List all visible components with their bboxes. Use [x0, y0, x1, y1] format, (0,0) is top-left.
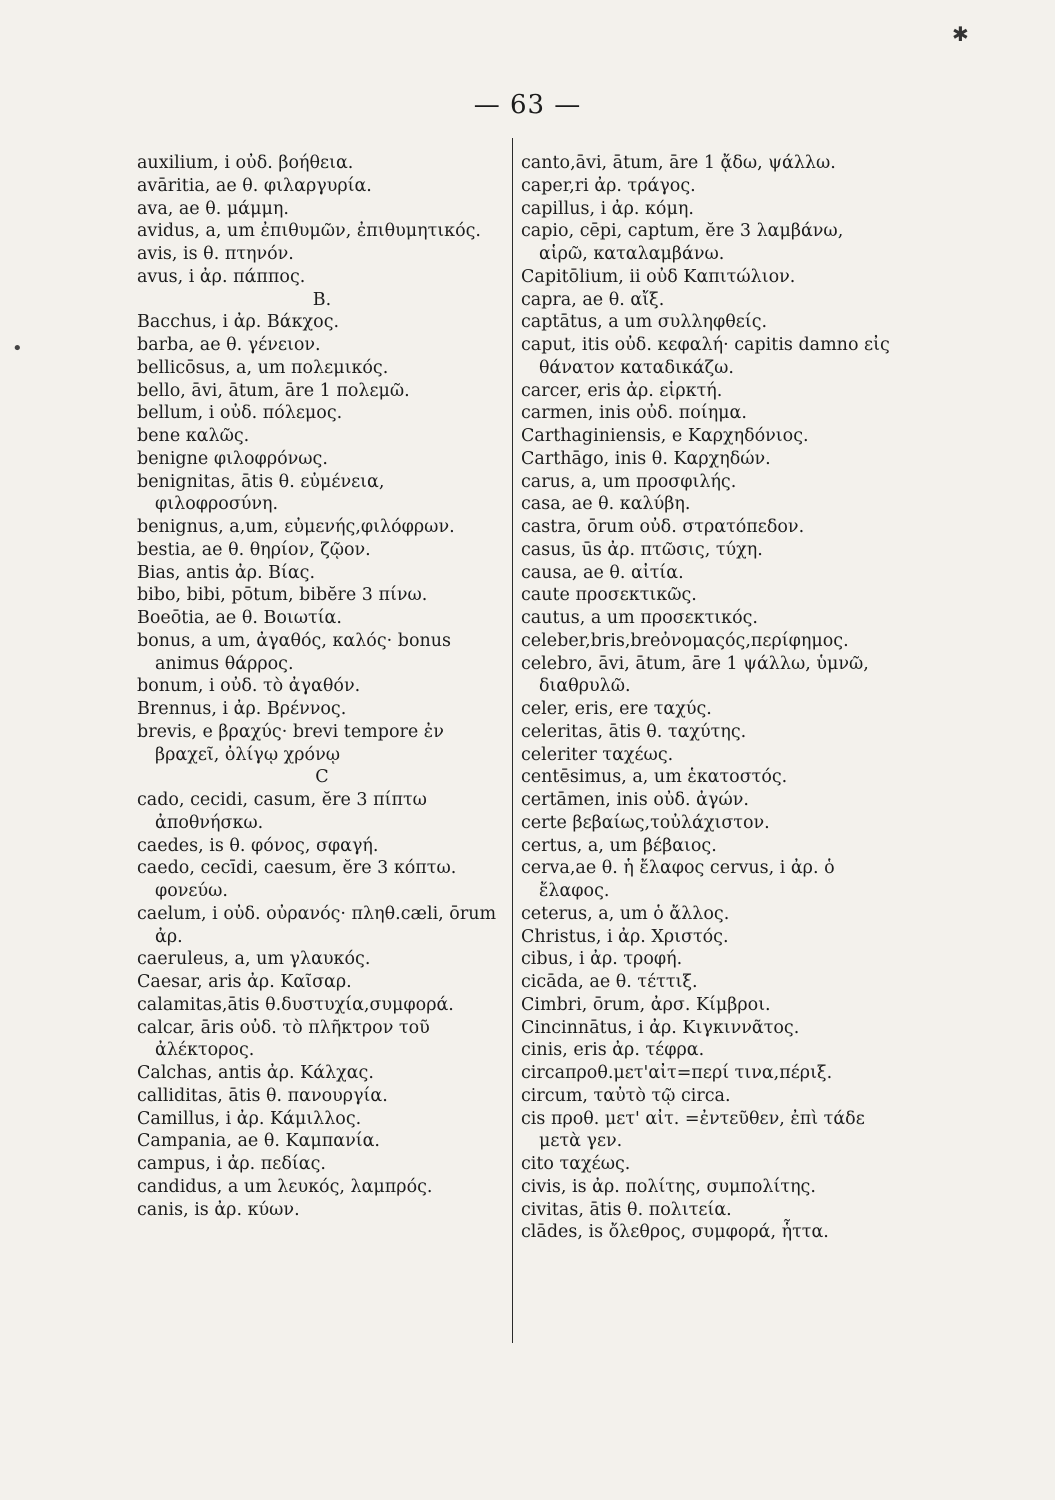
dictionary-entry: bestia, ae θ. θηρίον, ζῷον. [137, 539, 371, 560]
dictionary-entry: avidus, a, um ἐπιθυμῶν, ἐπιθυμητικός. [137, 221, 481, 242]
dictionary-entry: canis, is ἀρ. κύων. [137, 1199, 300, 1220]
dictionary-entry: caput, itis οὐδ. κεφαλή· capitis damno εἰς θάνατον καταδικάζω. [521, 335, 890, 378]
dictionary-entry: Campania, ae θ. Καμπανία. [137, 1131, 380, 1152]
column-divider [512, 138, 513, 1343]
left-entries-a [137, 152, 507, 289]
dictionary-entry: cautus, a um προσεκτικός. [521, 608, 758, 628]
dictionary-entry: carmen, inis οὐδ. ποίημα. [521, 403, 747, 424]
dictionary-entry: benignus, a,um, εὐμενής,φιλόφρων. [137, 517, 455, 537]
left-entries-c [137, 789, 507, 1221]
dictionary-entry: Bias, antis ἀρ. Βίας. [137, 562, 316, 583]
dictionary-entry: ceterus, a, um ὁ ἄλλος. [521, 903, 730, 924]
dictionary-entry: avus, i ἀρ. πάππος. [137, 266, 306, 287]
dictionary-entry: barba, ae θ. γένειον. [137, 335, 321, 355]
dictionary-entry: calcar, āris οὐδ. τὸ πλῆκτρον τοῦ ἀλέκτορος. [137, 1017, 430, 1061]
dictionary-entry: bonum, i οὐδ. τὸ ἀγαθόν. [137, 676, 361, 697]
dictionary-entry: Carthaginiensis, e Καρχηδόνιος. [521, 426, 809, 446]
corner-mark: ✱ [952, 22, 969, 46]
dictionary-entry: centēsimus, a, um ἑκατοστός. [521, 767, 788, 788]
dictionary-entry: canto,āvi, ātum, āre 1 ᾄδω, ψάλλω. [521, 153, 836, 173]
dictionary-entry: Bacchus, i ἀρ. Βάκχος. [137, 312, 340, 333]
dictionary-entry: calliditas, ātis θ. πανουργία. [137, 1085, 388, 1106]
dictionary-entry: casus, ūs ἀρ. πτῶσις, τύχη. [521, 539, 763, 560]
dictionary-entry: capillus, i ἀρ. κόμη. [521, 198, 694, 219]
dictionary-entry: cis προθ. μετ' αἰτ. =ἐντεῦθεν, ἐπὶ τάδε μετὰ γεν. [521, 1108, 865, 1152]
dictionary-entry: campus, i ἀρ. πεδίας. [137, 1154, 326, 1174]
dictionary-entry: caeruleus, a, um γλαυκός. [137, 949, 371, 970]
dictionary-entry: causa, ae θ. αἰτία. [521, 562, 684, 583]
dictionary-entry: Calchas, antis ἀρ. Κάλχας. [137, 1063, 374, 1083]
dictionary-entry: captātus, a um συλληφθείς. [521, 312, 768, 333]
dictionary-entry: celebro, āvi, ātum, āre 1 ψάλλω, ὑμνῶ, διαθρυλῶ. [521, 653, 869, 697]
dictionary-entry: caper,ri ἀρ. τράγος. [521, 175, 696, 196]
dictionary-entry: Cimbri, ōrum, ἀρσ. Κίμβροι. [521, 994, 771, 1015]
dictionary-entry: brevis, e βραχύς· brevi tempore ἐν βραχεῖ, ὀλίγῳ χρόνῳ [137, 721, 444, 765]
margin-dot: • [12, 338, 23, 359]
dictionary-entry: circaπροθ.μετ'αἰτ=περί τινα,πέριξ. [521, 1063, 833, 1083]
dictionary-entry: castra, ōrum οὐδ. στρατόπεδον. [521, 517, 805, 537]
dictionary-entry: auxilium, i οὐδ. βοήθεια. [137, 153, 354, 173]
dictionary-entry: benignitas, ātis θ. εὐμένεια, φιλοφροσύνη. [137, 471, 385, 515]
dictionary-entry: calamitas,ātis θ.δυστυχία,συμφορά. [137, 994, 454, 1015]
dictionary-entry: bello, āvi, ātum, āre 1 πολεμῶ. [137, 380, 410, 401]
dictionary-entry: Cincinnātus, i ἀρ. Κιγκιννᾶτος. [521, 1017, 800, 1038]
dictionary-entry: avis, is θ. πτηνόν. [137, 244, 294, 264]
dictionary-entry: avāritia, ae θ. φιλαργυρία. [137, 175, 372, 196]
right-entries [521, 152, 896, 1244]
dictionary-entry: capra, ae θ. αἴξ. [521, 289, 665, 310]
dictionary-entry: casa, ae θ. καλύβη. [521, 494, 691, 515]
dictionary-entry: bellicōsus, a, um πολεμικός. [137, 357, 389, 378]
dictionary-entry: celer, eris, ere ταχύς. [521, 699, 712, 719]
dictionary-entry: benigne φιλοφρόνως. [137, 448, 328, 469]
section-letter-b: B. [312, 289, 332, 310]
dictionary-entry: Capitōlium, ii οὐδ Καπιτώλιον. [521, 266, 796, 287]
dictionary-entry: celeber,bris,breὀνομαςός,περίφημος. [521, 630, 849, 651]
dictionary-entry: capio, cēpi, captum, ĕre 3 λαμβάνω, αἱρῶ, καταλαμβάνω. [521, 221, 844, 264]
dictionary-entry: celeriter ταχέως. [521, 744, 674, 765]
dictionary-entry: cito ταχέως. [521, 1154, 631, 1174]
dictionary-entry: certus, a, um βέβαιος. [521, 835, 717, 856]
dictionary-entry: Brennus, i ἀρ. Βρέννος. [137, 699, 347, 719]
left-entries-b [137, 311, 507, 766]
dictionary-entry: cinis, eris ἀρ. τέφρα. [521, 1040, 705, 1061]
dictionary-entry: bibo, bibi, pōtum, bibĕre 3 πίνω. [137, 585, 428, 606]
dictionary-entry: cado, cecidi, casum, ĕre 3 πίπτω ἀποθνήσκω. [137, 790, 427, 833]
dictionary-entry: carcer, eris ἀρ. εἱρκτή. [521, 380, 723, 401]
dictionary-entry: certāmen, inis οὐδ. ἀγών. [521, 790, 749, 810]
left-column [137, 152, 507, 1221]
dictionary-entry: bonus, a um, ἀγαθός, καλός· bonus animus θάρρος. [137, 630, 452, 674]
dictionary-entry: Boeōtia, ae θ. Βοιωτία. [137, 608, 342, 628]
dictionary-entry: cicāda, ae θ. τέττιξ. [521, 972, 698, 992]
dictionary-entry: candidus, a um λευκός, λαμπρός. [137, 1176, 433, 1197]
dictionary-entry: cerva,ae θ. ἡ ἔλαφος cervus, i ἀρ. ὁ ἔλαφος. [521, 858, 835, 901]
dictionary-entry: Christus, i ἀρ. Χριστός. [521, 926, 729, 947]
section-letter-c: C [315, 767, 329, 788]
dictionary-entry: caedo, cecīdi, caesum, ĕre 3 κόπτω. φονεύω. [137, 858, 457, 901]
dictionary-entry: Caesar, aris ἀρ. Καῖσαρ. [137, 972, 352, 992]
dictionary-entry: caedes, is θ. φόνος, σφαγή. [137, 835, 379, 856]
dictionary-entry: clādes, is ὄλεθρος, συμφορά, ἧττα. [521, 1222, 829, 1243]
dictionary-entry: bene καλῶς. [137, 426, 250, 446]
dictionary-entry: carus, a, um προσφιλής. [521, 471, 737, 492]
dictionary-entry: Camillus, i ἀρ. Κάμιλλος. [137, 1108, 362, 1129]
dictionary-entry: civitas, ātis θ. πολιτεία. [521, 1199, 732, 1220]
right-column [521, 152, 896, 1244]
dictionary-entry: caute προσεκτικῶς. [521, 585, 697, 606]
dictionary-entry: cibus, i ἀρ. τροφή. [521, 949, 683, 970]
dictionary-entry: ava, ae θ. μάμμη. [137, 198, 289, 219]
dictionary-entry: civis, is ἀρ. πολίτης, συμπολίτης. [521, 1176, 816, 1197]
dictionary-entry: bellum, i οὐδ. πόλεμος. [137, 403, 343, 424]
dictionary-entry: circum, ταὐτὸ τῷ circa. [521, 1085, 731, 1106]
page-number: — 63 — [473, 90, 582, 120]
dictionary-entry: celeritas, ātis θ. ταχύτης. [521, 721, 747, 742]
dictionary-entry: Carthāgo, inis θ. Καρχηδών. [521, 448, 771, 469]
dictionary-entry: certe βεβαίως,τοὐλάχιστον. [521, 812, 770, 833]
dictionary-entry: caelum, i οὐδ. οὐρανός· πληθ.cæli, ōrum ἀρ. [137, 903, 497, 947]
